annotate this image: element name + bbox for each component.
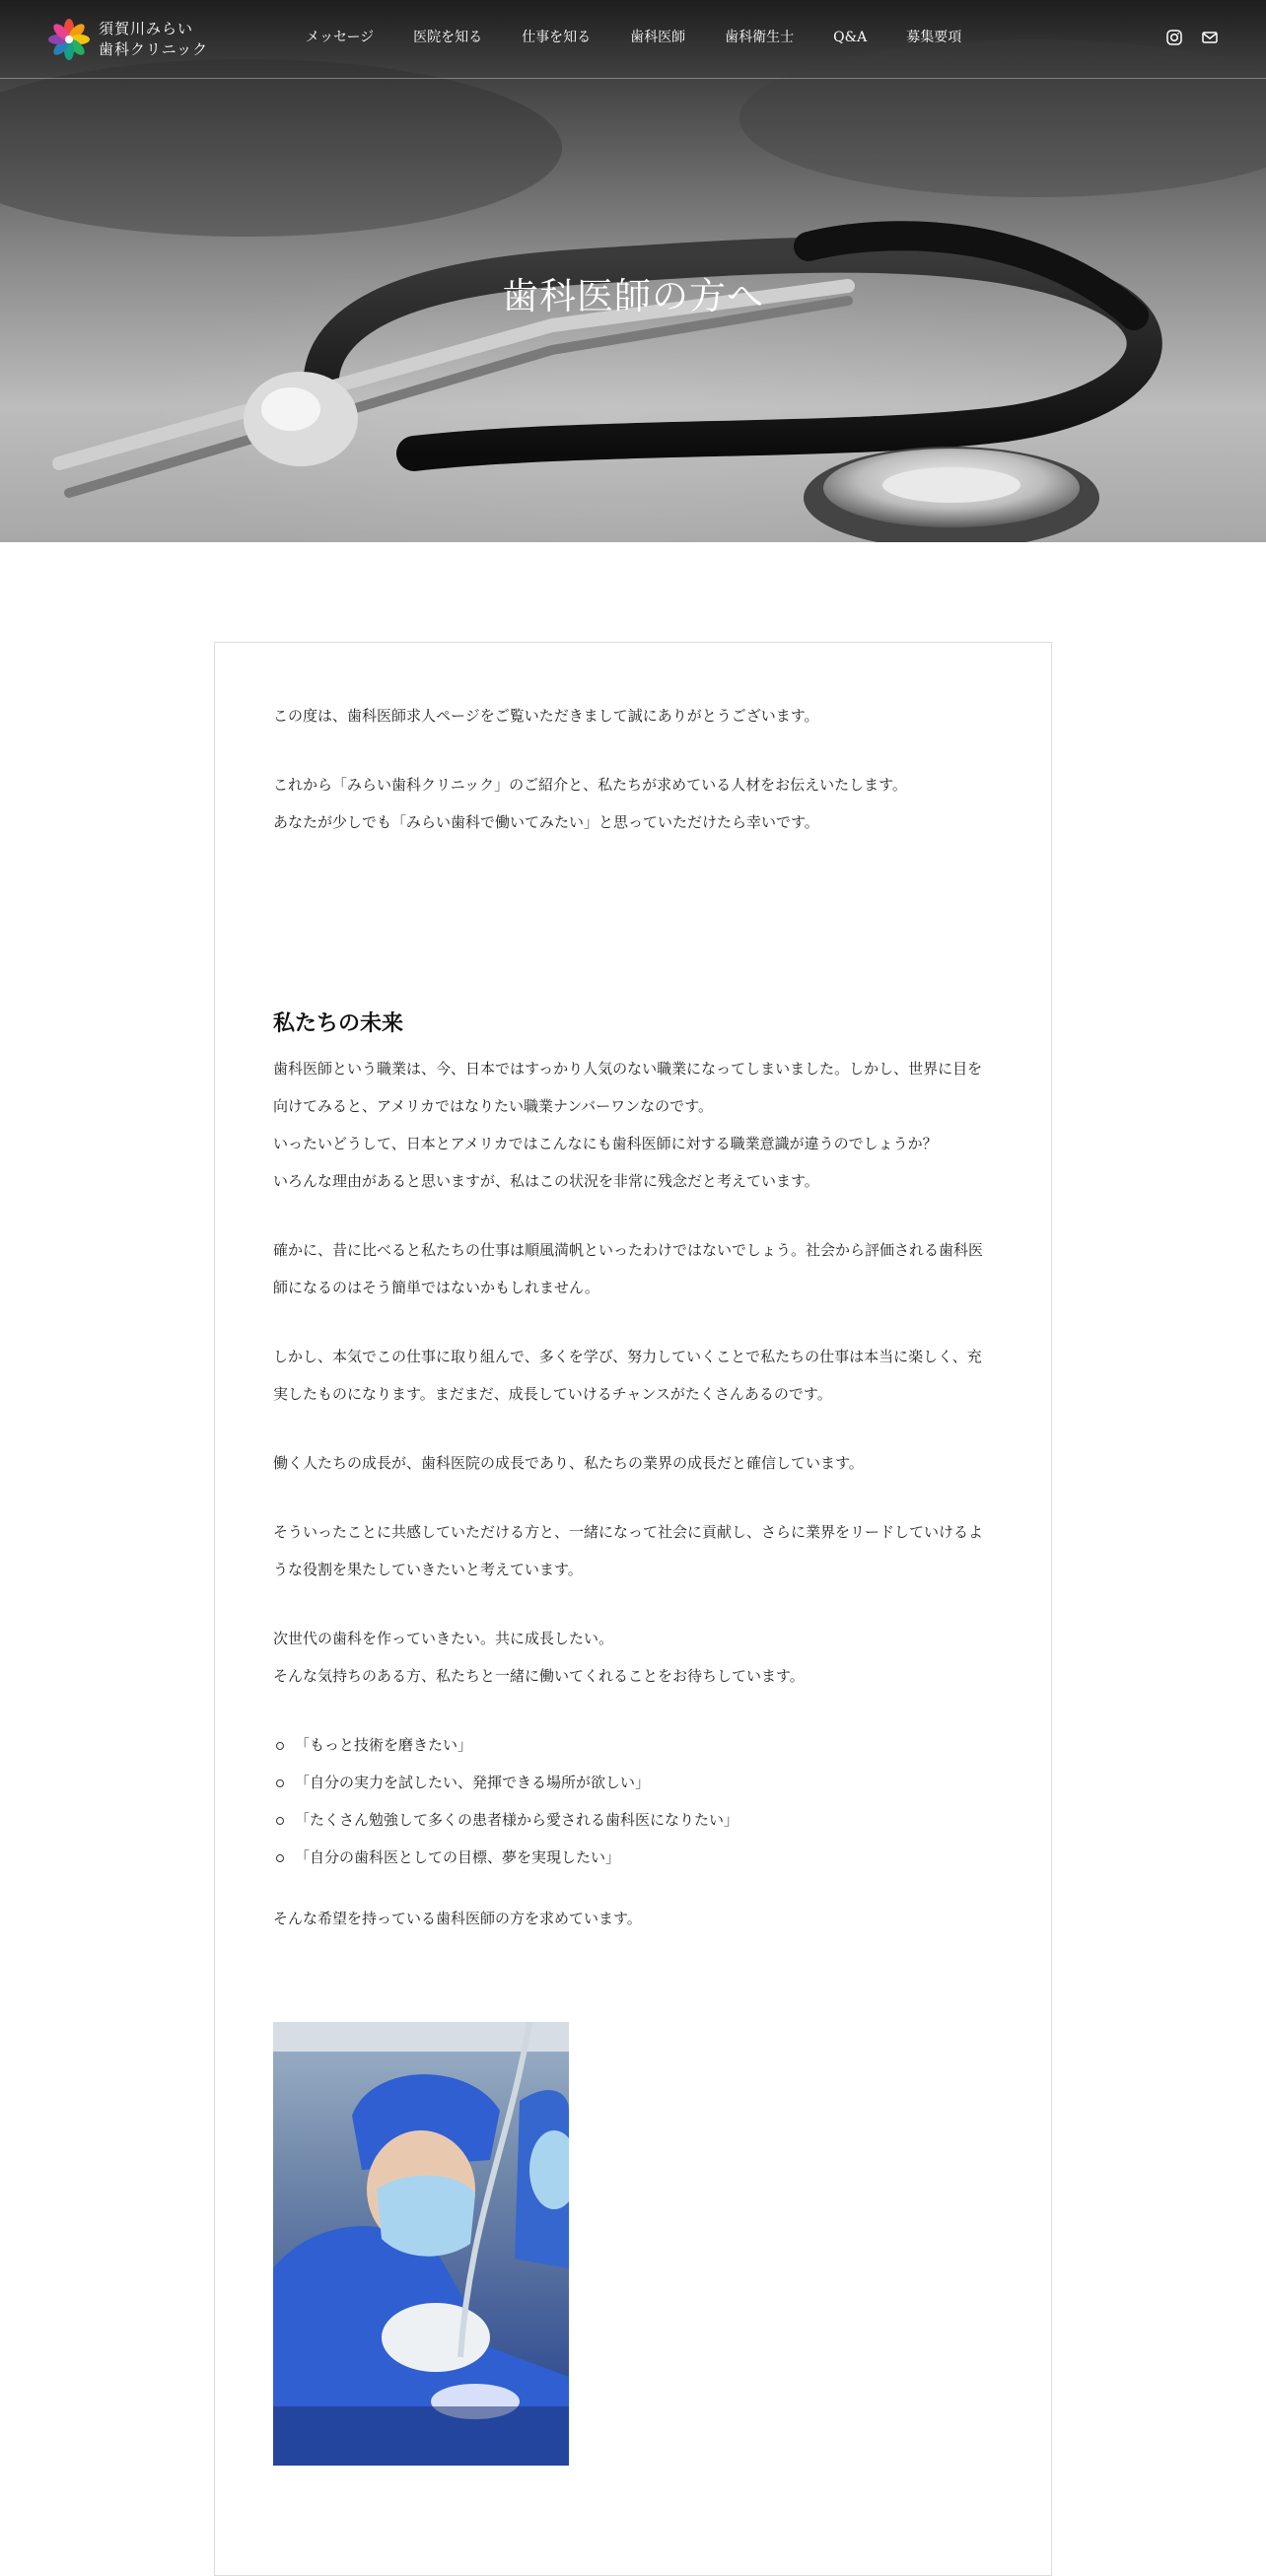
content-card [214, 642, 1052, 2576]
social-links [1148, 29, 1219, 46]
hero-banner [0, 0, 1266, 542]
page-title: 歯科医師の方へ [502, 274, 764, 317]
surgery-photo [273, 2022, 569, 2466]
closing-paragraph: そんな希望を持っている歯科医師の方を求めています。 [273, 1910, 642, 1927]
body-paragraph: しかし、本気でこの仕事に取り組んで、多くを学び、努力していくことで私たちの仕事は本当に楽しく、充実したものになります。まだまだ、成長していけるチャンスがたくさんあるのです。 [273, 1348, 982, 1403]
clinic-logo[interactable] [47, 18, 208, 61]
body-paragraph: 確かに、昔に比べると私たちの仕事は順風満帆といったわけではないでしょう。社会から評価される歯科医師になるのはそう簡単ではないかもしれません。 [273, 1241, 984, 1296]
wishes-list [273, 1726, 993, 1876]
site-header [0, 0, 1266, 79]
main-nav [306, 28, 1001, 47]
intro-paragraph: この度は、歯科医師求人ページをご覧いただきまして誠にありがとうございます。 [273, 707, 819, 725]
body-paragraph: いろんな理由があると思いますが、私はこの状況を非常に残念だと考えています。 [273, 1172, 819, 1190]
list-item: 「自分の歯科医としての目標、夢を実現したい」 [273, 1839, 993, 1876]
body-paragraph: いったいどうして、日本とアメリカではこんなにも歯科医師に対する職業意識が違うのでしょうか？ [273, 1135, 938, 1152]
logo-line2: 歯科クリニック [99, 40, 209, 58]
body-paragraph: そういったことに共感していただける方と、一緒になって社会に貢献し、さらに業界をリードしていけるような役割を果たしていきたいと考えています。 [273, 1523, 984, 1578]
nav-message[interactable]: メッセージ [306, 30, 375, 45]
nav-about-clinic[interactable]: 医院を知る [413, 30, 483, 45]
nav-hygienist[interactable]: 歯科衛生士 [725, 30, 795, 45]
list-item: 「自分の実力を試したい、発揮できる場所が欲しい」 [273, 1764, 993, 1801]
logo-text [99, 19, 208, 60]
section-heading: 私たちの未来 [273, 1010, 404, 1036]
body-paragraph: 次世代の歯科を作っていきたい。共に成長したい。 [273, 1630, 614, 1647]
nav-about-work[interactable]: 仕事を知る [522, 30, 592, 45]
logo-line1: 須賀川みらい [99, 20, 194, 37]
instagram-icon[interactable] [1165, 29, 1183, 46]
body-paragraph: そんな気持ちのある方、私たちと一緒に働いてくれることをお待ちしています。 [273, 1667, 805, 1685]
intro-paragraph: あなたが少しでも「みらい歯科で働いてみたい」と思っていただけたら幸いです。 [273, 813, 819, 831]
nav-recruitment[interactable]: 募集要項 [906, 30, 962, 45]
nav-qa[interactable]: Q&A [833, 30, 868, 45]
mail-icon[interactable] [1201, 29, 1219, 46]
list-item: 「たくさん勉強して多くの患者様から愛される歯科医になりたい」 [273, 1801, 993, 1839]
body-paragraph: 歯科医師という職業は、今、日本ではすっかり人気のない職業になってしまいました。しかし、世界に目を向けてみると、アメリカではなりたい職業ナンバーワンなのです。 [273, 1060, 983, 1115]
body-paragraph: 働く人たちの成長が、歯科医院の成長であり、私たちの業界の成長だと確信しています。 [273, 1454, 864, 1472]
intro-paragraph: これから「みらい歯科クリニック」のご紹介と、私たちが求めている人材をお伝えいたします。 [273, 776, 907, 794]
flower-logo-icon [47, 18, 91, 61]
article-body [273, 697, 993, 2466]
nav-dentist[interactable]: 歯科医師 [630, 30, 686, 45]
list-item: 「もっと技術を磨きたい」 [273, 1726, 993, 1764]
